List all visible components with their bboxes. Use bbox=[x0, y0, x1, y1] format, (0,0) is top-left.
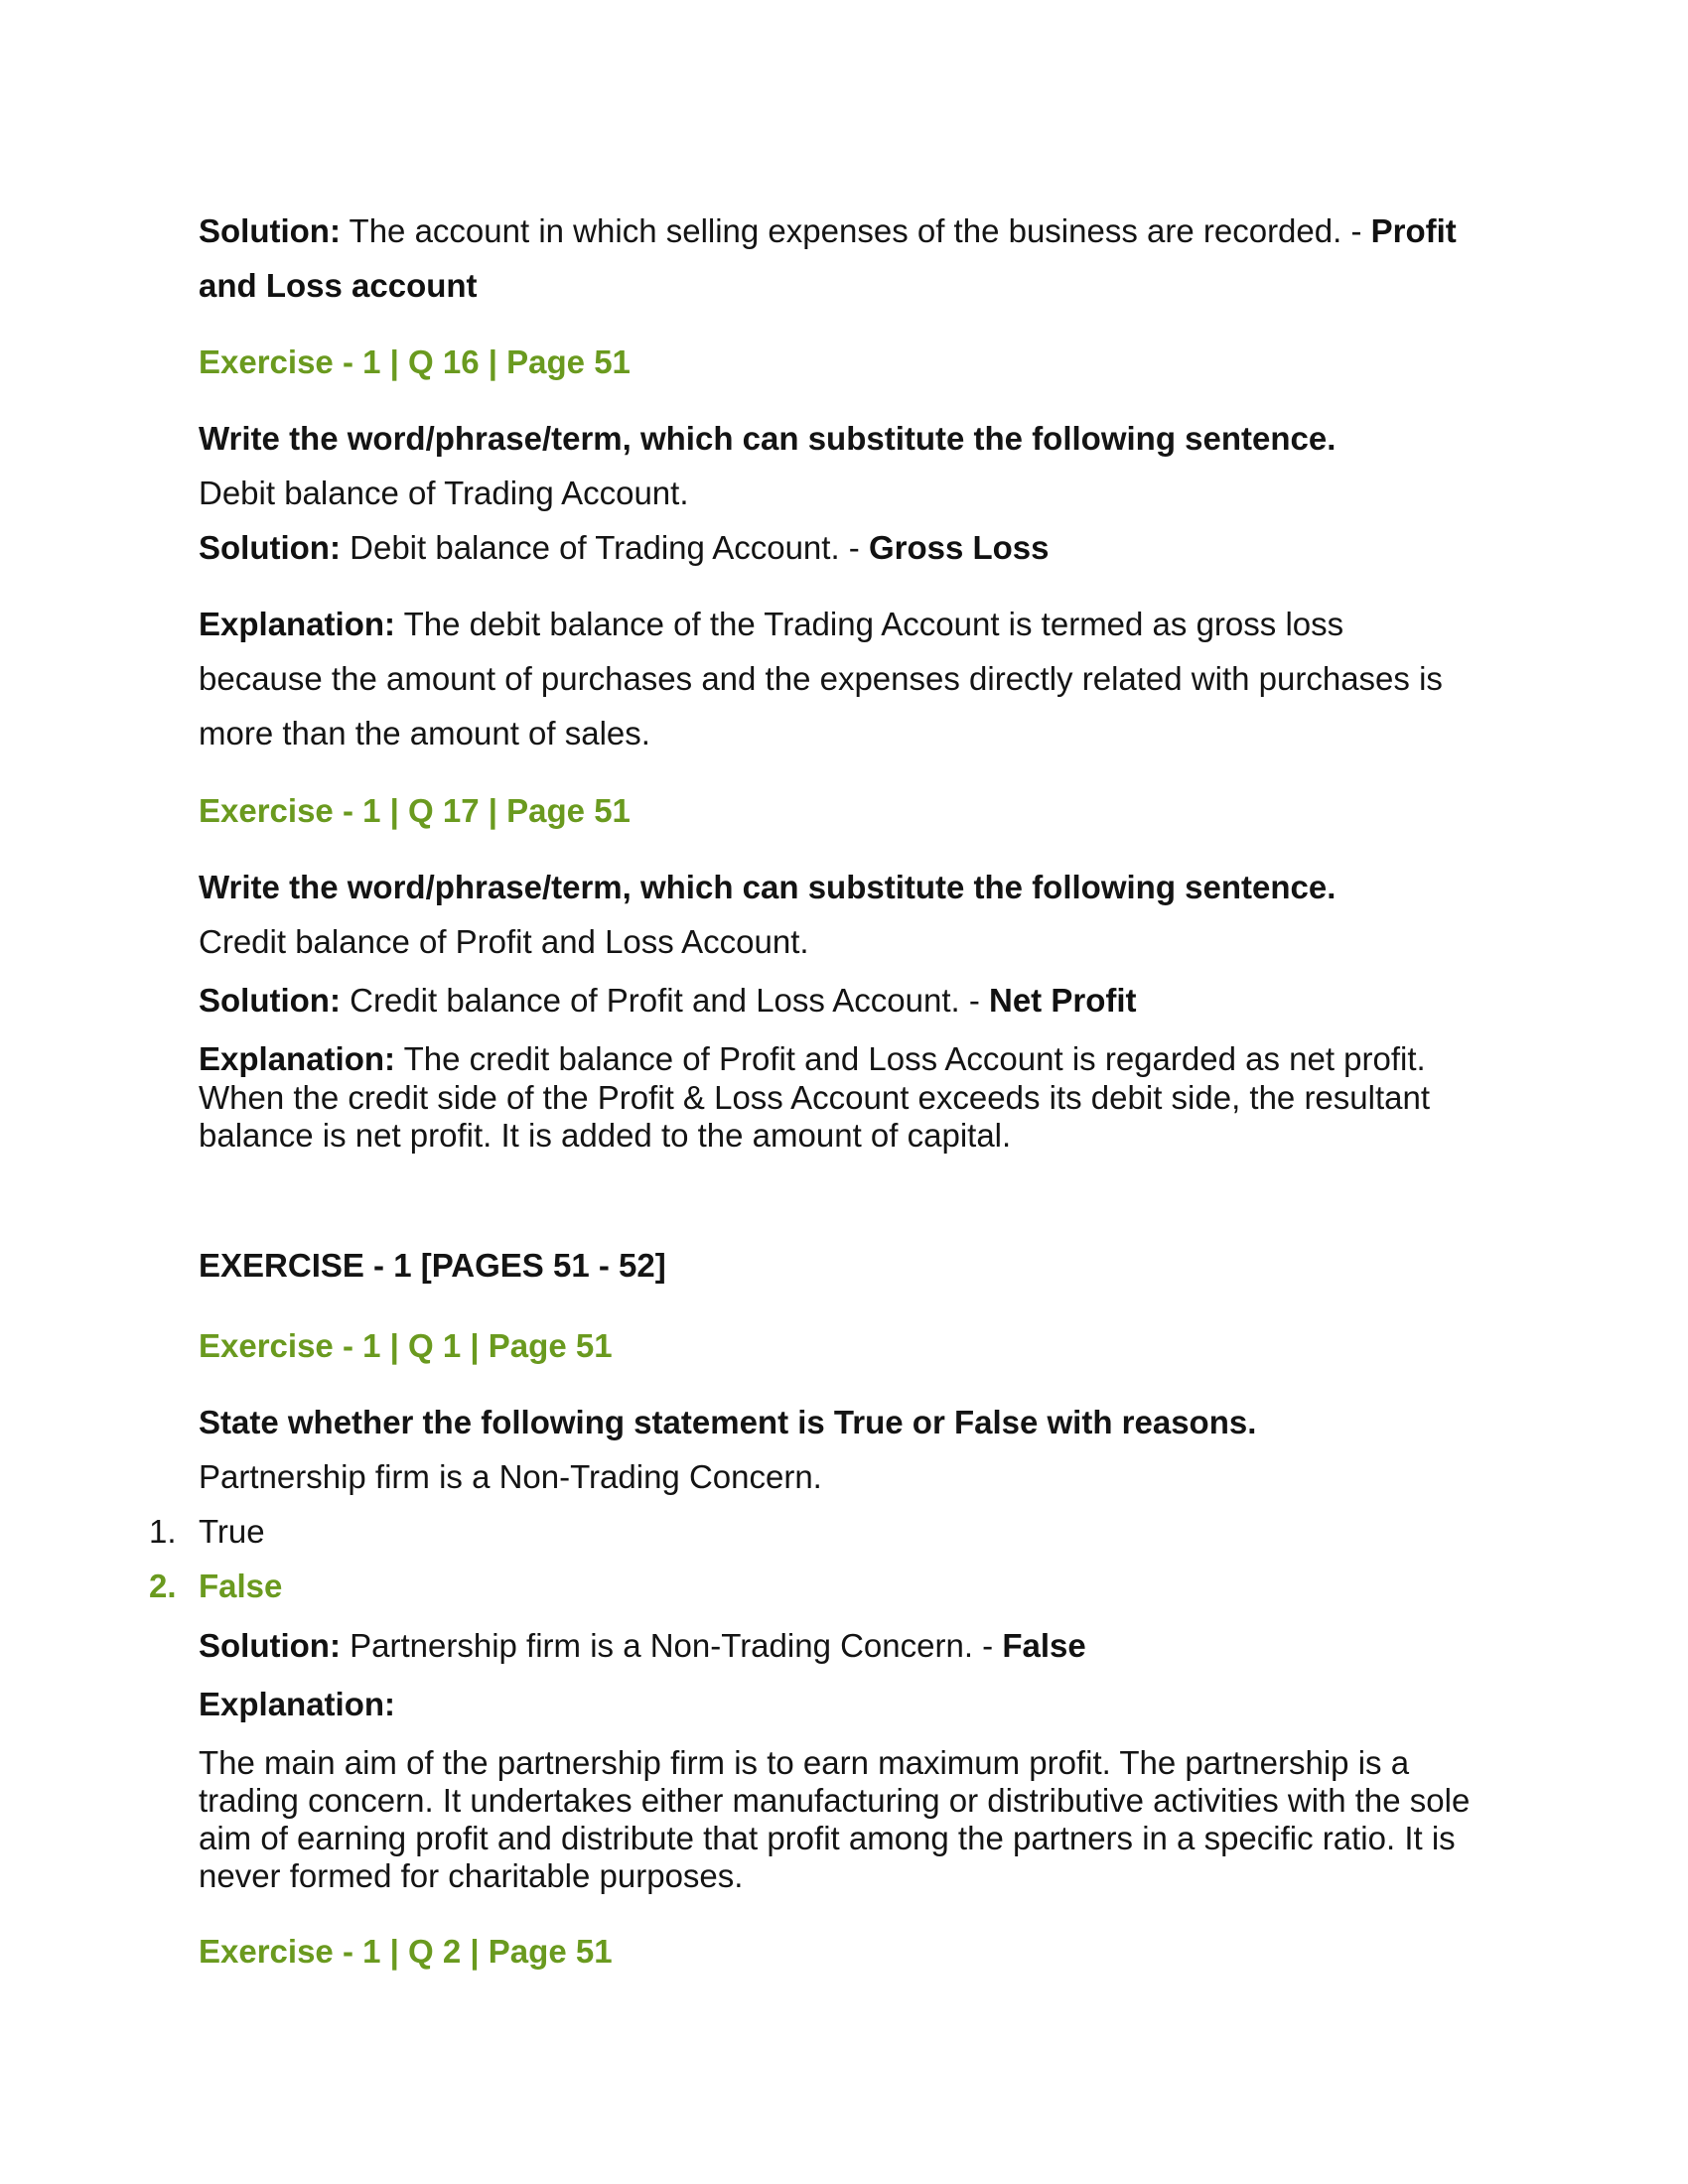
q2-reference: Exercise - 1 | Q 2 | Page 51 bbox=[199, 1933, 613, 1970]
q16-question: Debit balance of Trading Account. bbox=[199, 475, 689, 511]
q17-explanation-line1: Explanation: The credit balance of Profit and Loss Account is regarded as net profit. bbox=[199, 1040, 1426, 1077]
q1-statement: Partnership firm is a Non-Trading Concern. bbox=[199, 1458, 822, 1495]
q16-explanation-line2: because the amount of purchases and the expenses directly related with purchases is bbox=[199, 660, 1443, 697]
q1-explanation-line1: The main aim of the partnership firm is to earn maximum profit. The partnership is a bbox=[199, 1744, 1410, 1781]
q16-explanation-line1: Explanation: The debit balance of the Trading Account is termed as gross loss bbox=[199, 606, 1344, 642]
q1-explanation-label: Explanation: bbox=[199, 1686, 396, 1722]
q16-solution: Solution: Debit balance of Trading Account. - Gross Loss bbox=[199, 529, 1050, 566]
q16-explanation-line3: more than the amount of sales. bbox=[199, 715, 650, 751]
solution-label: Solution: bbox=[199, 212, 341, 249]
q15-solution-line1: Solution: The account in which selling expenses of the business are recorded. - Profit bbox=[199, 212, 1457, 249]
q17-explanation-line2: When the credit side of the Profit & Loss Account exceeds its debit side, the resultant bbox=[199, 1079, 1431, 1116]
q17-solution: Solution: Credit balance of Profit and Loss Account. - Net Profit bbox=[199, 982, 1137, 1019]
section-heading: EXERCISE - 1 [PAGES 51 - 52] bbox=[199, 1247, 666, 1284]
option-2-label: False bbox=[199, 1568, 283, 1604]
q17-instruction: Write the word/phrase/term, which can substitute the following sentence. bbox=[199, 869, 1336, 905]
q16-reference: Exercise - 1 | Q 16 | Page 51 bbox=[199, 343, 631, 380]
q1-solution: Solution: Partnership firm is a Non-Trading Concern. - False bbox=[199, 1627, 1086, 1664]
q17-explanation-line3: balance is net profit. It is added to the amount of capital. bbox=[199, 1117, 1012, 1154]
q1-reference: Exercise - 1 | Q 1 | Page 51 bbox=[199, 1327, 613, 1364]
option-1-number: 1. bbox=[149, 1513, 177, 1550]
q1-instruction: State whether the following statement is True or False with reasons. bbox=[199, 1404, 1257, 1440]
q1-explanation-line3: aim of earning profit and distribute that profit among the partners in a specific ratio. It is bbox=[199, 1820, 1456, 1856]
q1-explanation-line2: trading concern. It undertakes either manufacturing or distributive activities with the sole bbox=[199, 1782, 1471, 1819]
q1-explanation-line4: never formed for charitable purposes. bbox=[199, 1857, 744, 1894]
q17-question: Credit balance of Profit and Loss Account. bbox=[199, 923, 809, 960]
option-1-label: True bbox=[199, 1513, 265, 1550]
q16-instruction: Write the word/phrase/term, which can substitute the following sentence. bbox=[199, 420, 1336, 457]
solution-answer: Profit bbox=[1370, 212, 1457, 249]
q15-solution-line2: and Loss account bbox=[199, 267, 478, 304]
option-2-number: 2. bbox=[149, 1568, 177, 1604]
q17-reference: Exercise - 1 | Q 17 | Page 51 bbox=[199, 792, 631, 829]
